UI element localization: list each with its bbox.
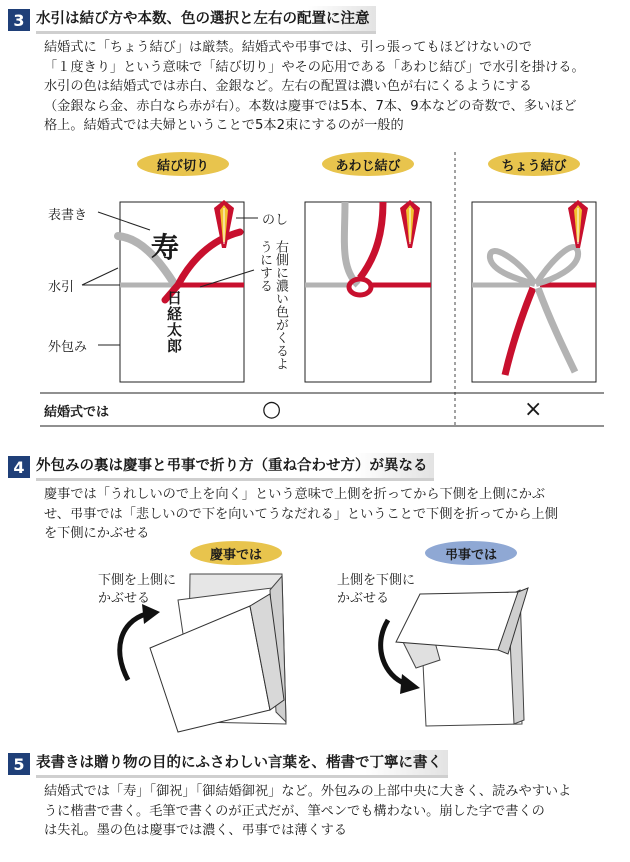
section-number: 3 xyxy=(8,9,30,31)
caption-line: 上側を下側に xyxy=(337,573,416,588)
name-text: 日経太郎 xyxy=(165,290,183,354)
knot-label-musubikiri: 結び切り xyxy=(137,152,229,176)
paragraph-line: 水引の色は結婚式では赤白、金銀など。左右の配置は濃い色が右にくるようにする xyxy=(44,79,532,94)
section-title: 外包みの裏は慶事と弔事で折り方（重ね合わせ方）が異なる xyxy=(36,453,434,481)
mark-cross: × xyxy=(524,397,543,422)
section-5-header xyxy=(8,752,448,776)
caption-line: 下側を上側に xyxy=(98,573,177,588)
section-title: 水引は結び方や本数、色の選択と左右の配置に注意 xyxy=(36,6,376,34)
paragraph-line: うに楷書で書く。毛筆で書くのが正式だが、筆ペンでも構わない。崩した字で書くの xyxy=(44,803,545,819)
knot-label-chouchou: ちょう結び xyxy=(488,152,580,176)
section-5-paragraph xyxy=(44,782,624,841)
paragraph-line: 「１度きり」という意味で「結び切り」やその応用である「あわじ結び」で水引を掛ける。 xyxy=(44,59,585,75)
section-number: 4 xyxy=(8,456,30,478)
vertical-note: 右側に濃い色がくるようにする xyxy=(257,240,288,370)
label-mizuhiki: 水引 xyxy=(48,280,75,295)
curved-arrow-icon xyxy=(120,604,160,680)
row-label-wedding: 結婚式では xyxy=(44,405,110,420)
paragraph-line: は失礼。墨の色は慶事では濃く、弔事では薄くする xyxy=(44,823,348,838)
paragraph-line: （金銀なら金、赤白なら赤が右）。本数は慶事では5本、7本、9本などの奇数で、多いほど xyxy=(44,98,577,114)
paragraph-line: 結婚式では「寿」「御祝」「御結婚御祝」など。外包みの上部中央に大きく、読みやすいよ xyxy=(44,784,572,799)
keiji-label: 慶事では xyxy=(190,541,282,565)
paragraph-line: せ、弔事では「悲しいので下を向いてうなだれる」ということで下側を折ってから上側 xyxy=(44,506,558,522)
label-omotegaki: 表書き xyxy=(48,208,88,223)
paragraph-line: を下側にかぶせる xyxy=(44,526,150,541)
section-title: 表書きは贈り物の目的にふさわしい言葉を、楷書で丁寧に書く xyxy=(36,750,448,778)
label-noshi: のし xyxy=(262,213,289,228)
choji-label: 弔事では xyxy=(425,541,517,565)
paragraph-line: 結婚式に「ちょう結び」は厳禁。結婚式や弔事では、引っ張ってもほどけないので xyxy=(44,40,532,55)
kotobuki-text: 寿 xyxy=(151,231,180,264)
paragraph-line: 格上。結婚式では夫婦ということで5本2束にするのが一般的 xyxy=(44,118,404,133)
choji-envelope xyxy=(396,588,528,726)
mark-circle: ○ xyxy=(262,397,282,422)
paragraph-line: 慶事では「うれしいので上を向く」という意味で上側を折ってから下側を上側にかぶ xyxy=(44,487,546,502)
label-sotozutsumi: 外包み xyxy=(48,340,88,355)
caption-line: かぶせる xyxy=(98,591,151,606)
section-number: 5 xyxy=(8,753,30,775)
keiji-envelope xyxy=(150,574,286,732)
caption-line: かぶせる xyxy=(337,591,390,606)
knot-label-awaji: あわじ結び xyxy=(322,152,414,176)
